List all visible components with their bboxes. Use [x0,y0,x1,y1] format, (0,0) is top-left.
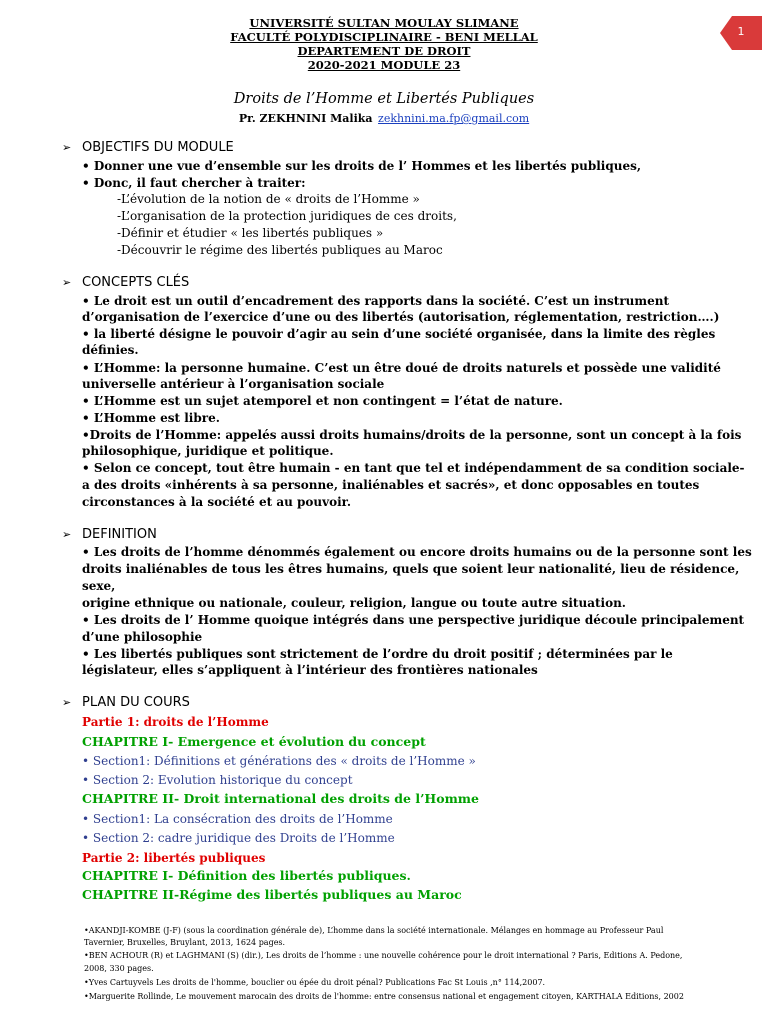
concepts-line: philosophique, juridique et politique. [82,444,334,458]
section-heading-concepts: ➢ CONCEPTS CLÉS [62,275,190,290]
objectifs-bullet: • Donner une vue d’ensemble sur les droits de l’ Hommes et les libertés publiques, [82,159,642,173]
page-number: 1 [737,25,745,38]
objectifs-item: -Définir et étudier « les libertés publiques » [117,226,384,240]
plan-chapter: CHAPITRE I- Emergence et évolution du concept [82,734,426,749]
footnote: •Marguerite Rollinde, Le mouvement marocain des droits de l'homme: entre consensus national et engagement citoyen, KARTHALA Editions, 2002 [84,992,684,1001]
faculty-name: FACULTÉ POLYDISCIPLINAIRE - BENI MELLAL [230,30,538,44]
arrow-bullet-icon: ➢ [62,696,72,709]
concepts-line: d’organisation de l’exercice d’une ou des libertés (autorisation, réglementation, restriction….) [82,310,720,324]
plan-section: • Section 2: Evolution historique du concept [82,773,353,787]
concepts-line: • L’Homme: la personne humaine. C’est un être doué de droits naturels et possède une validité [82,361,721,375]
author-line [0,112,768,125]
footnote: •AKANDJI-KOMBE (J-F) (sous la coordination générale de), L’homme dans la société internationale. Mélanges en hommage au Professeur Paul [84,926,664,935]
plan-part: Partie 2: libertés publiques [82,851,266,865]
definition-line: droits inaliénables de tous les êtres humains, quels que soient leur nationalité, lieu de résidence, [82,562,740,576]
plan-chapter: CHAPITRE I- Définition des libertés publiques. [82,868,411,883]
footnote: Tavernier, Bruxelles, Bruylant, 2013, 1624 pages. [84,938,286,947]
document-title: Droits de l’Homme et Libertés Publiques [233,91,535,107]
definition-line: • Les libertés publiques sont strictement de l’ordre du droit positif ; déterminées par le [82,647,673,661]
definition-line: d’une philosophie [82,630,203,644]
objectifs-item: -Découvrir le régime des libertés publiques au Maroc [117,243,443,257]
plan-section: • Section1: La consécration des droits de l’Homme [82,812,393,826]
plan-chapter: CHAPITRE II-Régime des libertés publiques au Maroc [82,887,462,902]
definition-line: législateur, elles s’appliquent à l’intérieur des frontières nationales [82,663,538,677]
author-email-link[interactable]: zekhnini.ma.fp@gmail.com [378,112,530,125]
concepts-line: a des droits «inhérents à sa personne, inaliénables et sacrés», et donc opposables en toutes [82,478,700,492]
concepts-line: • L’Homme est un sujet atemporel et non contingent = l’état de nature. [82,394,563,408]
objectifs-item: -L’évolution de la notion de « droits de l’Homme » [117,192,420,206]
concepts-line: définies. [82,343,139,357]
footnote: 2008, 330 pages. [84,964,154,973]
concepts-line: •Droits de l’Homme: appelés aussi droits humains/droits de la personne, sont un concept à la fois [82,428,742,442]
concepts-line: • la liberté désigne le pouvoir d’agir au sein d’une société organisée, dans la limite des règles [82,327,716,341]
footnote: •BEN ACHOUR (R) et LAGHMANI (S) (dir.), Les droits de l’homme : une nouvelle cohérence pour le droit international ? Paris, Editions A. Pedone, [84,951,683,960]
objectifs-bullet: • Donc, il faut chercher à traiter: [82,176,306,190]
author-name: Pr. ZEKHNINI Malika [238,112,373,125]
objectifs-item: -L’organisation de la protection juridiques de ces droits, [117,209,457,223]
footnote: •Yves Cartuyvels Les droits de l'homme, bouclier ou épée du droit pénal? Publications Fac St Louis ,n° 114,2007. [84,978,546,987]
definition-line: origine ethnique ou nationale, couleur, religion, langue ou toute autre situation. [82,596,626,610]
plan-chapter: CHAPITRE II- Droit international des droits de l’Homme [82,791,479,806]
plan-part: Partie 1: droits de l’Homme [82,715,269,729]
university-name: UNIVERSITÉ SULTAN MOULAY SLIMANE [249,16,519,30]
module-year: 2020-2021 MODULE 23 [307,58,461,72]
arrow-bullet-icon: ➢ [62,141,72,154]
arrow-bullet-icon: ➢ [62,276,72,289]
plan-section: • Section 2: cadre juridique des Droits de l’Homme [82,831,395,845]
department-name: DEPARTEMENT DE DROIT [297,44,471,58]
concepts-line: • L’Homme est libre. [82,411,220,425]
concepts-line: universelle antérieur à l’organisation sociale [82,377,385,391]
plan-section: • Section1: Définitions et générations des « droits de l’Homme » [82,754,476,768]
definition-line: • Les droits de l’homme dénommés également ou encore droits humains ou de la personne sont les [82,545,752,559]
arrow-bullet-icon: ➢ [62,528,72,541]
section-heading-plan: ➢ PLAN DU COURS [62,695,190,710]
document-header [0,16,768,72]
concepts-line: • Le droit est un outil d’encadrement des rapports dans la société. C’est un instrument [82,294,669,308]
section-heading-definition: ➢ DEFINITION [62,527,157,542]
definition-line: sexe, [82,579,116,593]
definition-line: • Les droits de l’ Homme quoique intégrés dans une perspective juridique découle principalement [82,613,745,627]
concepts-line: • Selon ce concept, tout être humain - en tant que tel et indépendamment de sa condition sociale- [82,461,745,475]
concepts-line: circonstances à la société et au pouvoir. [82,495,352,509]
section-heading-objectifs: ➢ OBJECTIFS DU MODULE [62,140,234,155]
